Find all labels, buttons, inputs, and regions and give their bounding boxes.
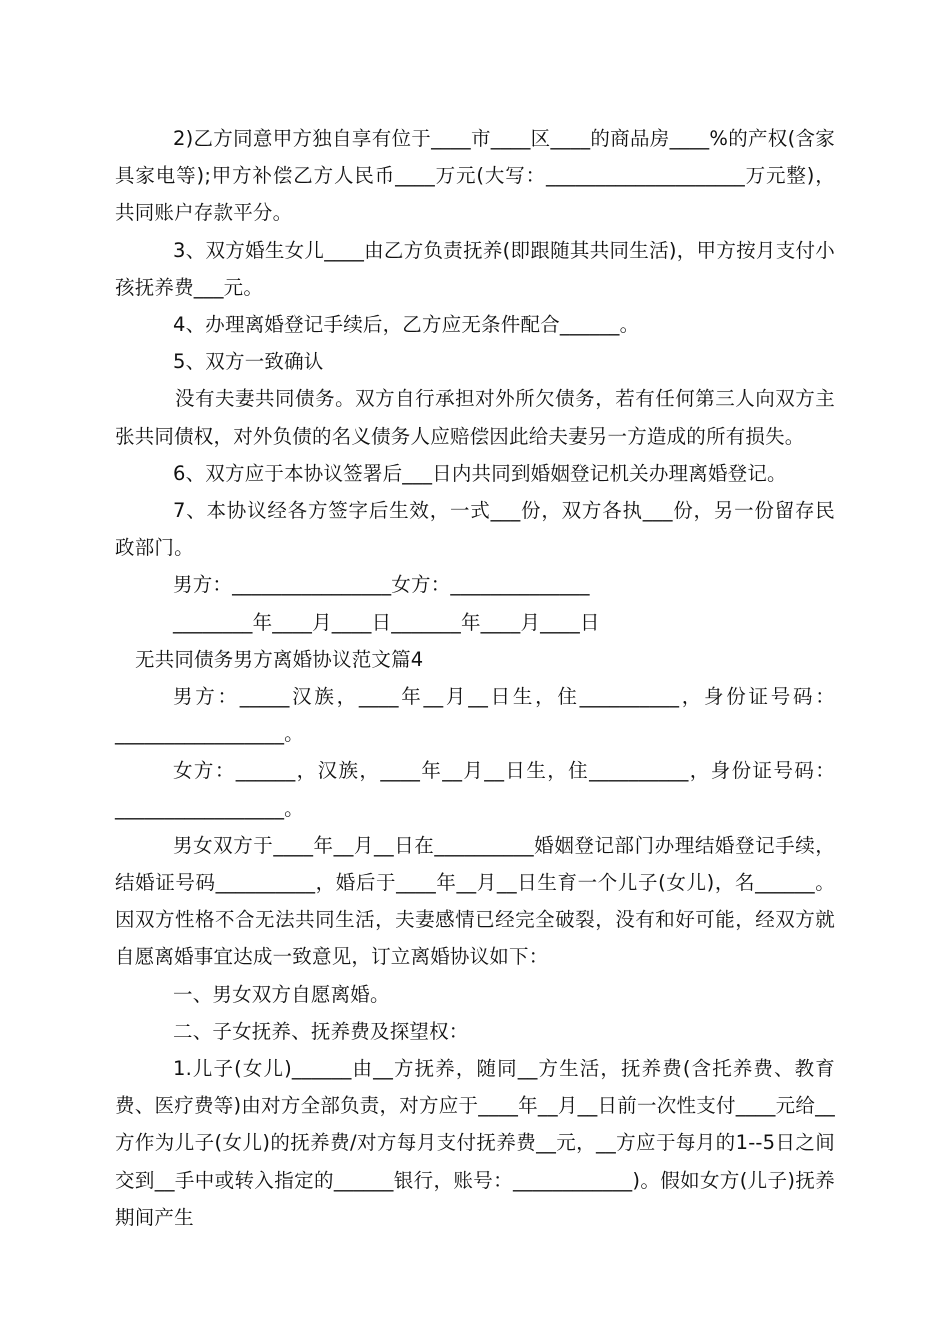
clause-6-paragraph: 6、双方应于本协议签署后___日内共同到婚姻登记机关办理离婚登记。: [173, 461, 787, 485]
clause-4-paragraph: 4、办理离婚登记手续后，乙方应无条件配合______。: [173, 313, 640, 337]
clause-3-paragraph: 3、双方婚生女儿____由乙方负责抚养(即跟随其共同生活)，甲方按月支付小孩抚养费___元。: [115, 238, 835, 299]
female-party-paragraph: 女方：______，汉族，____年__月__日生，住__________，身份证号码：_________________。: [115, 759, 835, 820]
clause-7-paragraph: 7、本协议经各方签字后生效，一式___份，双方各执___份，另一份留存民政部门。: [115, 499, 835, 560]
document-page: [115, 120, 835, 1236]
marriage-background-paragraph: 男女双方于____年__月__日在__________婚姻登记部门办理结婚登记手续，结婚证号码__________，婚后于____年__月__日生育一个儿子(女儿)，名______。因双方性格不合无法共同生活，夫妻感情已经完全破裂，没有和好可能，经双方就自愿离婚事宜达成一致意见，订立离婚协议如下：: [115, 833, 835, 969]
article-1-paragraph: 一、男女双方自愿离婚。: [173, 982, 390, 1006]
debt-paragraph: 没有夫妻共同债务。双方自行承担对外所欠债务，若有任何第三人向双方主张共同债权，对外负债的名义债务人应赔偿因此给夫妻另一方造成的所有损失。: [115, 387, 835, 448]
signature-line: 男方：________________女方：______________: [173, 573, 590, 597]
child-custody-paragraph: 1.儿子(女儿)______由__方抚养，随同__方生活，抚养费(含托养费、教育费、医疗费等)由对方全部负责，对方应于____年__月__日前一次性支付____元给__方作为儿子(女儿)的抚养费/对方每月支付抚养费__元，__方应于每月的1--5日之间交到__手中或转入指定的______银行，账号：____________)。假如女方(儿子)抚养期间产生: [115, 1057, 835, 1229]
clause-2-paragraph: 2)乙方同意甲方独自享有位于____市____区____的商品房____%的产权(含家具家电等);甲方补偿乙方人民币____万元(大写：____________________万元整)，共同账户存款平分。: [115, 127, 835, 225]
clause-5-paragraph: 5、双方一致确认: [173, 350, 324, 374]
section-heading: 无共同债务男方离婚协议范文篇4: [135, 647, 424, 671]
article-2-paragraph: 二、子女抚养、抚养费及探望权：: [173, 1019, 469, 1043]
male-party-paragraph: 男方：_____汉族，____年__月__日生，住__________，身份证号码：_________________。: [115, 685, 835, 746]
date-line: ________年____月____日_______年____月____日: [173, 610, 600, 634]
